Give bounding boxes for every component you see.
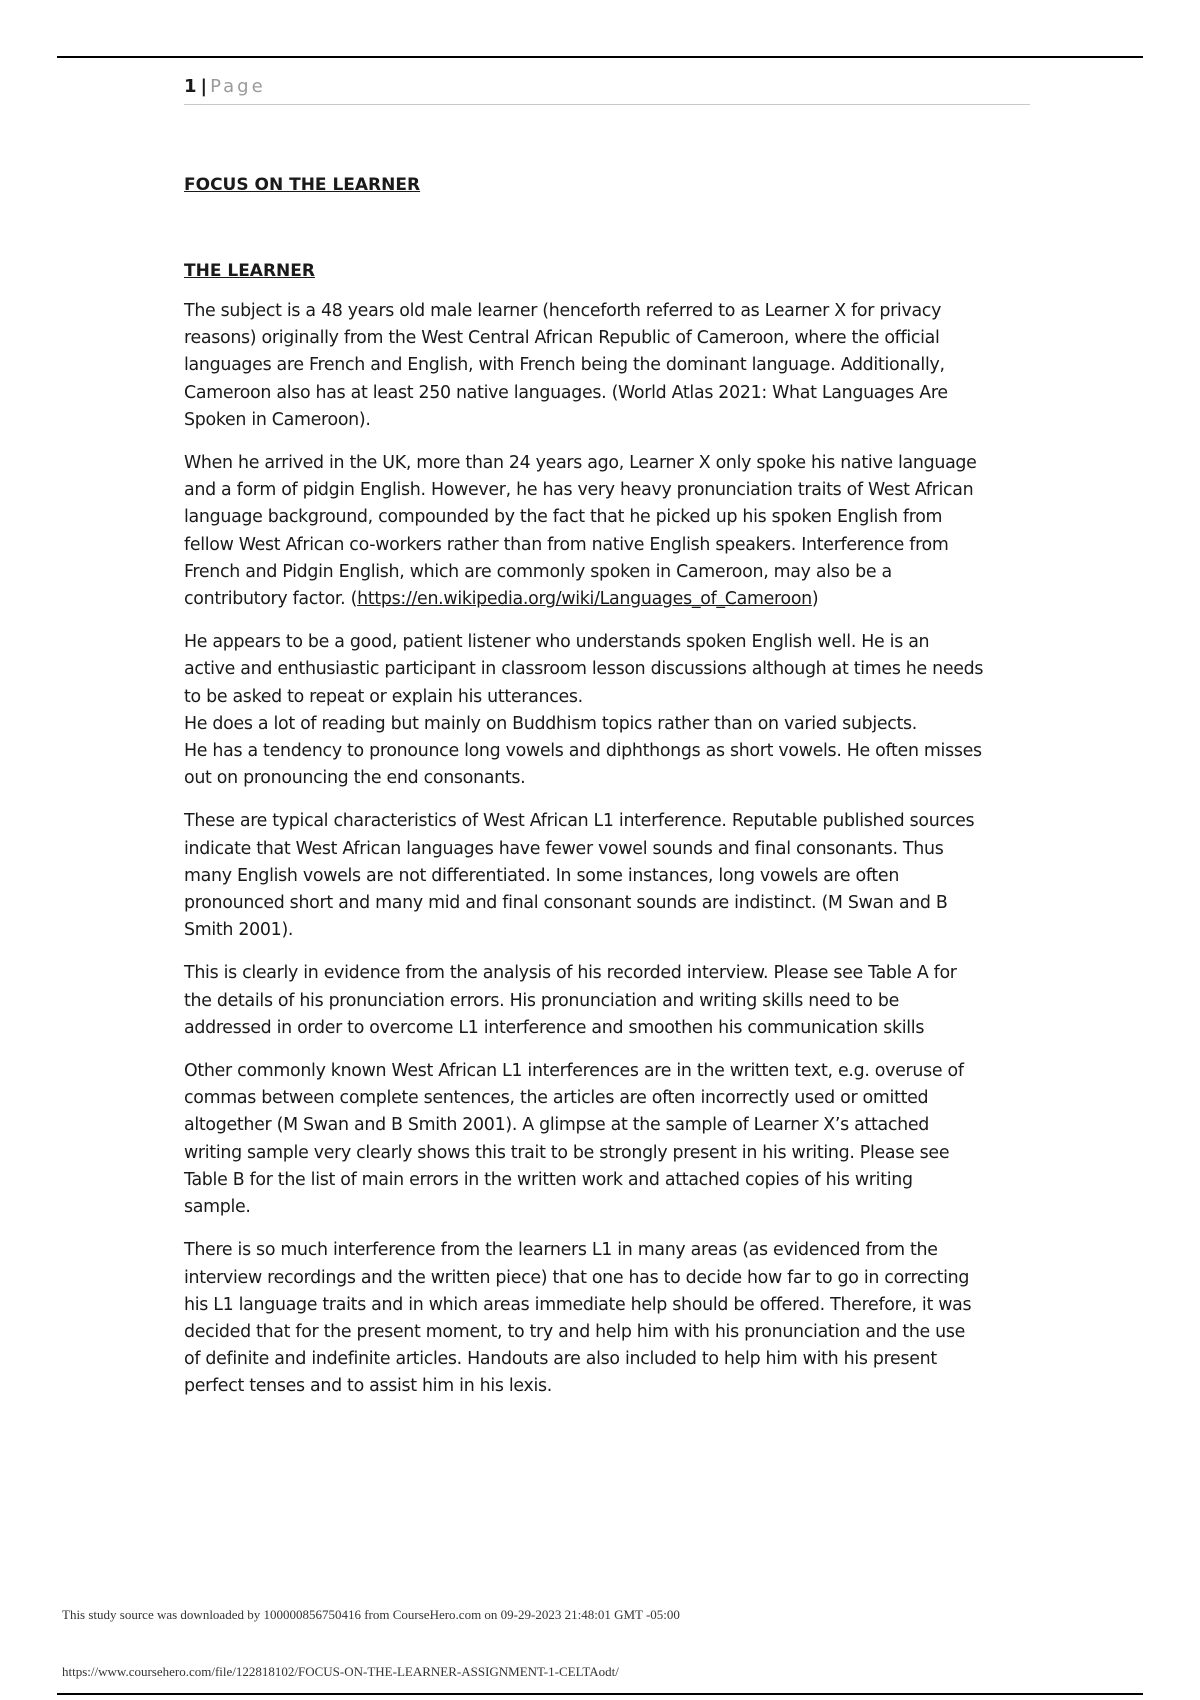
text-fragment: ) [811, 589, 819, 610]
text-fragment: contributory factor. ( [184, 589, 358, 610]
text-line: Table B for the list of main errors in the written work and attached copies of his writing [184, 1169, 913, 1190]
text-line: perfect tenses and to assist him in his lexis. [184, 1376, 553, 1397]
text-line: to be asked to repeat or explain his utterances. [184, 686, 583, 707]
text-line: out on pronouncing the end consonants. [184, 768, 526, 789]
text-line: his L1 language traits and in which areas immediate help should be offered. Therefore, it was [184, 1294, 972, 1315]
paragraph-1 [184, 298, 1030, 434]
text-line: language background, compounded by the fact that he picked up his spoken English from [184, 507, 943, 528]
page-label: Page [210, 76, 266, 97]
text-line: writing sample very clearly shows this trait to be strongly present in his writing. Please see [184, 1142, 950, 1163]
paragraph-6 [184, 1058, 1030, 1221]
text-line [184, 586, 1030, 613]
document-title: FOCUS ON THE LEARNER [184, 175, 421, 195]
text-line: There is so much interference from the learners L1 in many areas (as evidenced from the [184, 1240, 938, 1261]
text-line: This is clearly in evidence from the analysis of his recorded interview. Please see Table A for [184, 963, 957, 984]
text-line: sample. [184, 1197, 251, 1218]
text-line: decided that for the present moment, to try and help him with his pronunciation and the use [184, 1321, 966, 1342]
text-line: commas between complete sentences, the articles are often incorrectly used or omitted [184, 1088, 929, 1109]
source-url[interactable]: https://www.coursehero.com/file/122818102/FOCUS-ON-THE-LEARNER-ASSIGNMENT-1-CELTAodt/ [62, 1664, 619, 1679]
text-line: fellow West African co-workers rather than from native English speakers. Interference from [184, 534, 949, 555]
text-line: and a form of pidgin English. However, he has very heavy pronunciation traits of West African [184, 480, 974, 501]
text-line: These are typical characteristics of West African L1 interference. Reputable published sources [184, 811, 975, 832]
wikipedia-link[interactable]: https://en.wikipedia.org/wiki/Languages_of_Cameroon [357, 589, 812, 610]
text-line: many English vowels are not differentiated. In some instances, long vowels are often [184, 865, 900, 886]
text-line: reasons) originally from the West Central African Republic of Cameroon, where the official [184, 328, 940, 349]
text-line: He does a lot of reading but mainly on Buddhism topics rather than on varied subjects. [184, 713, 918, 734]
paragraph-3 [184, 629, 1030, 792]
text-line: active and enthusiastic participant in classroom lesson discussions although at times he needs [184, 659, 984, 680]
page-header [184, 74, 1030, 105]
text-line: The subject is a 48 years old male learner (henceforth referred to as Learner X for privacy [184, 301, 942, 321]
section-heading: THE LEARNER [184, 261, 315, 281]
text-line: indicate that West African languages have fewer vowel sounds and final consonants. Thus [184, 838, 944, 859]
download-notice: This study source was downloaded by 100000856750416 from CourseHero.com on 09-29-2023 21:48:01 GMT -05:00 [62, 1607, 680, 1622]
paragraph-5 [184, 960, 1030, 1042]
text-line: When he arrived in the UK, more than 24 years ago, Learner X only spoke his native language [184, 453, 977, 474]
paragraph-7 [184, 1237, 1030, 1400]
text-line: interview recordings and the written piece) that one has to decide how far to go in correcting [184, 1267, 970, 1288]
text-line: Cameroon also has at least 250 native languages. (World Atlas 2021: What Languages Are [184, 382, 948, 403]
page-number: 1 [184, 76, 197, 97]
paragraph-4 [184, 808, 1030, 944]
text-line: the details of his pronunciation errors. His pronunciation and writing skills need to be [184, 990, 900, 1011]
text-line: Other commonly known West African L1 interferences are in the written text, e.g. overuse of [184, 1061, 964, 1082]
paragraph-2 [184, 450, 1030, 613]
text-line: addressed in order to overcome L1 interference and smoothen his communication skills [184, 1017, 925, 1038]
text-line: Spoken in Cameroon). [184, 409, 371, 430]
document-body [184, 172, 1030, 1417]
text-line: languages are French and English, with French being the dominant language. Additionally, [184, 355, 945, 376]
top-rule [57, 56, 1143, 58]
bottom-rule [57, 1693, 1143, 1695]
text-line: altogether (M Swan and B Smith 2001). A glimpse at the sample of Learner X’s attached [184, 1115, 929, 1136]
text-line: He has a tendency to pronounce long vowels and diphthongs as short vowels. He often misses [184, 741, 982, 762]
text-line: French and Pidgin English, which are commonly spoken in Cameroon, may also be a [184, 561, 892, 582]
text-line: pronounced short and many mid and final consonant sounds are indistinct. (M Swan and B [184, 893, 948, 914]
text-line: He appears to be a good, patient listener who understands spoken English well. He is an [184, 632, 930, 653]
page-separator: | [200, 76, 208, 97]
text-line: of definite and indefinite articles. Handouts are also included to help him with his present [184, 1349, 937, 1370]
text-line: Smith 2001). [184, 920, 294, 941]
